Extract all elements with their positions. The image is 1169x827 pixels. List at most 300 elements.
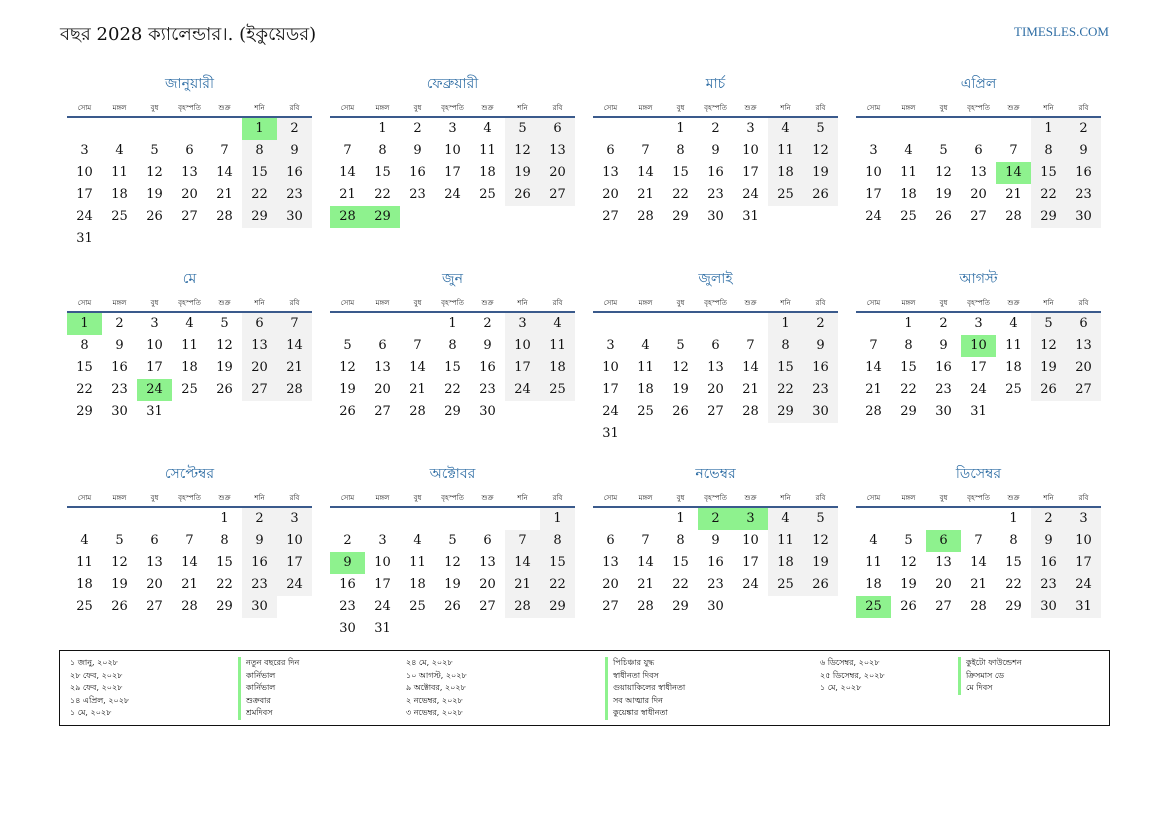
day-cell: 2 xyxy=(711,121,720,136)
day-cell: 25 xyxy=(479,187,496,202)
day-cell: 23 xyxy=(1031,574,1066,596)
day-cell: 1 xyxy=(220,511,229,526)
day-cell: 19 xyxy=(900,577,917,592)
holiday-dates-column xyxy=(820,657,885,695)
empty-cell xyxy=(172,508,207,530)
day-cell: 26 xyxy=(111,599,128,614)
empty-cell xyxy=(961,118,996,140)
weekday-label: সোম xyxy=(77,494,92,502)
empty-cell xyxy=(891,118,926,140)
day-cell: 14 xyxy=(409,360,426,375)
day-cell: 2 xyxy=(483,316,492,331)
day-cell: 10 xyxy=(742,533,759,548)
day-cell: 19 xyxy=(935,187,952,202)
weekday-label: মঙ্গল xyxy=(112,104,127,112)
day-cell: 10 xyxy=(277,530,312,552)
weekday-label: বৃহস্পতি xyxy=(441,104,464,112)
weekday-label: বৃহস্পতি xyxy=(441,299,464,307)
day-cell: 26 xyxy=(146,209,163,224)
holiday-name: কুইটো ফাউন্ডেশন xyxy=(958,657,1022,670)
day-cell: 15 xyxy=(1005,555,1022,570)
day-cell: 2 xyxy=(803,313,838,335)
weekday-label: শুক্র xyxy=(744,299,757,307)
weekday-label: মঙ্গল xyxy=(901,299,916,307)
empty-cell xyxy=(365,313,400,335)
day-cell: 28 xyxy=(505,596,540,618)
weekday-label: বুধ xyxy=(150,494,159,502)
day-grid xyxy=(856,508,1101,618)
day-cell: 18 xyxy=(181,360,198,375)
day-cell: 27 xyxy=(181,209,198,224)
day-cell: 26 xyxy=(339,404,356,419)
empty-cell xyxy=(856,313,891,335)
day-cell: 29 xyxy=(1005,599,1022,614)
month-name: জুলাই xyxy=(698,271,733,287)
day-cell: 24 xyxy=(1066,574,1101,596)
day-cell: 22 xyxy=(216,577,233,592)
day-cell: 10 xyxy=(76,165,93,180)
weekday-header xyxy=(856,492,1101,508)
holiday-day-cell: 24 xyxy=(137,379,172,401)
month-name: মার্চ xyxy=(705,76,726,92)
day-cell: 24 xyxy=(742,187,759,202)
holiday-names-column xyxy=(605,657,685,720)
holiday-day-cell: 29 xyxy=(365,206,400,228)
weekday-label: বুধ xyxy=(413,299,422,307)
day-cell: 19 xyxy=(505,162,540,184)
weekday-label: শনি xyxy=(254,299,265,307)
day-cell: 24 xyxy=(277,574,312,596)
day-cell: 5 xyxy=(505,118,540,140)
month-calendar xyxy=(67,75,312,270)
day-cell: 8 xyxy=(378,143,387,158)
day-cell: 27 xyxy=(602,209,619,224)
day-cell: 15 xyxy=(672,555,689,570)
day-cell: 11 xyxy=(181,338,198,353)
empty-cell xyxy=(961,508,996,530)
day-cell: 8 xyxy=(448,338,457,353)
weekday-header xyxy=(593,492,838,508)
day-cell: 24 xyxy=(76,209,93,224)
day-cell: 15 xyxy=(216,555,233,570)
weekday-label: শনি xyxy=(780,494,791,502)
day-cell: 28 xyxy=(181,599,198,614)
day-cell: 11 xyxy=(479,143,496,158)
day-cell: 25 xyxy=(900,209,917,224)
empty-cell xyxy=(67,118,102,140)
day-cell: 31 xyxy=(1066,596,1101,618)
month-calendar xyxy=(67,270,312,465)
day-grid xyxy=(330,313,575,423)
day-cell: 23 xyxy=(707,577,724,592)
day-grid xyxy=(593,118,838,228)
weekday-label: রবি xyxy=(289,299,300,307)
day-cell: 17 xyxy=(146,360,163,375)
holiday-day-cell: 1 xyxy=(67,313,102,335)
day-cell: 1 xyxy=(676,511,685,526)
weekday-header xyxy=(67,492,312,508)
day-cell: 22 xyxy=(1005,577,1022,592)
day-cell: 30 xyxy=(277,206,312,228)
day-cell: 27 xyxy=(540,184,575,206)
day-cell: 12 xyxy=(216,338,233,353)
day-cell: 22 xyxy=(374,187,391,202)
day-cell: 6 xyxy=(974,143,983,158)
day-cell: 17 xyxy=(505,357,540,379)
day-cell: 26 xyxy=(216,382,233,397)
day-cell: 24 xyxy=(444,187,461,202)
day-cell: 11 xyxy=(1005,338,1022,353)
day-cell: 7 xyxy=(641,533,650,548)
day-cell: 20 xyxy=(479,577,496,592)
empty-cell xyxy=(593,118,628,140)
day-cell: 2 xyxy=(1031,508,1066,530)
day-cell: 24 xyxy=(865,209,882,224)
day-cell: 11 xyxy=(637,360,654,375)
day-cell: 26 xyxy=(444,599,461,614)
weekday-header xyxy=(593,297,838,313)
holiday-day-cell: 1 xyxy=(242,118,277,140)
day-cell: 11 xyxy=(76,555,93,570)
day-cell: 9 xyxy=(483,338,492,353)
weekday-label: বৃহস্পতি xyxy=(178,494,201,502)
weekday-label: বুধ xyxy=(939,494,948,502)
day-cell: 11 xyxy=(900,165,917,180)
day-cell: 20 xyxy=(935,577,952,592)
weekday-label: শুক্র xyxy=(481,299,494,307)
day-cell: 27 xyxy=(374,404,391,419)
day-cell: 21 xyxy=(742,382,759,397)
day-cell: 17 xyxy=(742,165,759,180)
holiday-names-column xyxy=(958,657,1022,695)
day-cell: 21 xyxy=(216,187,233,202)
day-cell: 3 xyxy=(505,313,540,335)
day-cell: 30 xyxy=(339,621,356,636)
day-cell: 8 xyxy=(1009,533,1018,548)
day-cell: 9 xyxy=(242,530,277,552)
holiday-date: ২৯ ফেব, ২০২৮ xyxy=(70,683,123,692)
month-name: জানুয়ারী xyxy=(165,76,214,92)
day-cell: 22 xyxy=(672,187,689,202)
day-cell: 12 xyxy=(672,360,689,375)
day-cell: 19 xyxy=(803,162,838,184)
weekday-header xyxy=(67,297,312,313)
day-cell: 21 xyxy=(409,382,426,397)
day-cell: 8 xyxy=(676,533,685,548)
month-name: নভেম্বর xyxy=(695,466,736,482)
day-cell: 6 xyxy=(150,533,159,548)
day-cell: 9 xyxy=(277,140,312,162)
weekday-label: বৃহস্পতি xyxy=(704,299,727,307)
day-cell: 27 xyxy=(1066,379,1101,401)
day-cell: 13 xyxy=(1066,335,1101,357)
weekday-label: শুক্র xyxy=(481,104,494,112)
day-cell: 18 xyxy=(900,187,917,202)
day-cell: 31 xyxy=(742,209,759,224)
day-cell: 12 xyxy=(505,140,540,162)
day-cell: 17 xyxy=(444,165,461,180)
weekday-label: শুক্র xyxy=(481,494,494,502)
month-name: মে xyxy=(182,271,197,287)
holiday-date: ১৪ এপ্রিল, ২০২৮ xyxy=(70,695,130,705)
weekday-label: শুক্র xyxy=(1007,104,1020,112)
weekday-label: রবি xyxy=(289,494,300,502)
holiday-day-cell: 3 xyxy=(733,508,768,530)
weekday-label: মঙ্গল xyxy=(901,494,916,502)
weekday-label: মঙ্গল xyxy=(901,104,916,112)
weekday-header xyxy=(593,102,838,118)
day-cell: 23 xyxy=(339,599,356,614)
day-cell: 3 xyxy=(746,121,755,136)
day-cell: 5 xyxy=(220,316,229,331)
day-cell: 8 xyxy=(904,338,913,353)
day-cell: 4 xyxy=(768,118,803,140)
holiday-date: ৯ অক্টোবর, ২০২৮ xyxy=(406,683,466,692)
weekday-label: সোম xyxy=(603,494,618,502)
day-cell: 10 xyxy=(505,335,540,357)
empty-cell xyxy=(137,508,172,530)
day-cell: 9 xyxy=(711,533,720,548)
day-cell: 10 xyxy=(444,143,461,158)
empty-cell xyxy=(365,508,400,530)
holiday-name: কুয়েঙ্কার স্বাধীনতা xyxy=(605,707,685,720)
day-cell: 1 xyxy=(540,508,575,530)
empty-cell xyxy=(102,508,137,530)
day-cell: 14 xyxy=(505,552,540,574)
weekday-label: রবি xyxy=(815,494,826,502)
day-cell: 22 xyxy=(242,184,277,206)
day-cell: 22 xyxy=(768,379,803,401)
day-cell: 6 xyxy=(711,338,720,353)
holiday-day-cell: 2 xyxy=(698,508,733,530)
month-name: ফেব্রুয়ারী xyxy=(426,76,479,92)
weekday-label: শনি xyxy=(780,299,791,307)
day-cell: 26 xyxy=(672,404,689,419)
day-cell: 28 xyxy=(216,209,233,224)
holiday-name: ক্রিসমাস ডে xyxy=(958,670,1022,683)
day-cell: 11 xyxy=(409,555,426,570)
empty-cell xyxy=(330,118,365,140)
day-cell: 19 xyxy=(803,552,838,574)
day-cell: 20 xyxy=(374,382,391,397)
day-cell: 20 xyxy=(146,577,163,592)
day-cell: 3 xyxy=(277,508,312,530)
day-cell: 31 xyxy=(76,231,93,246)
day-cell: 3 xyxy=(974,316,983,331)
day-cell: 3 xyxy=(1066,508,1101,530)
weekday-label: রবি xyxy=(815,104,826,112)
weekday-label: বুধ xyxy=(150,299,159,307)
holiday-date: ৬ ডিসেম্বর, ২০২৮ xyxy=(820,658,880,667)
empty-cell xyxy=(330,313,365,335)
day-cell: 18 xyxy=(76,577,93,592)
day-cell: 25 xyxy=(181,382,198,397)
holiday-date: ১ মে, ২০২৮ xyxy=(70,708,112,717)
day-grid xyxy=(856,118,1101,228)
day-cell: 7 xyxy=(277,313,312,335)
day-cell: 29 xyxy=(672,599,689,614)
day-cell: 29 xyxy=(672,209,689,224)
holiday-name: পিচিঞ্চার যুদ্ধ xyxy=(605,657,685,670)
day-cell: 26 xyxy=(935,209,952,224)
day-cell: 17 xyxy=(602,382,619,397)
empty-cell xyxy=(628,313,663,335)
month-calendar xyxy=(330,465,575,660)
day-cell: 14 xyxy=(637,555,654,570)
weekday-label: বুধ xyxy=(676,299,685,307)
day-cell: 3 xyxy=(869,143,878,158)
day-grid xyxy=(330,508,575,640)
day-grid xyxy=(67,118,312,250)
day-cell: 26 xyxy=(1031,379,1066,401)
day-cell: 6 xyxy=(606,143,615,158)
day-cell: 9 xyxy=(939,338,948,353)
month-calendar xyxy=(330,270,575,465)
empty-cell xyxy=(733,313,768,335)
weekday-label: রবি xyxy=(1078,299,1089,307)
day-cell: 22 xyxy=(1031,184,1066,206)
month-name: আগস্ট xyxy=(959,271,998,287)
empty-cell xyxy=(470,508,505,530)
empty-cell xyxy=(172,118,207,140)
day-cell: 22 xyxy=(444,382,461,397)
day-cell: 23 xyxy=(277,184,312,206)
day-cell: 11 xyxy=(865,555,882,570)
holiday-date: ৩ নভেম্বর, ২০২৮ xyxy=(406,708,463,717)
day-cell: 19 xyxy=(146,187,163,202)
day-cell: 23 xyxy=(242,574,277,596)
holiday-date: ২৪ মে, ২০২৮ xyxy=(406,658,453,667)
day-cell: 20 xyxy=(540,162,575,184)
day-cell: 24 xyxy=(374,599,391,614)
empty-cell xyxy=(856,118,891,140)
day-cell: 7 xyxy=(413,338,422,353)
month-calendar xyxy=(856,465,1101,660)
month-calendar xyxy=(856,75,1101,270)
weekday-label: মঙ্গল xyxy=(112,299,127,307)
day-cell: 14 xyxy=(637,165,654,180)
day-cell: 17 xyxy=(1066,552,1101,574)
day-cell: 17 xyxy=(76,187,93,202)
weekday-label: শুক্র xyxy=(744,104,757,112)
day-cell: 12 xyxy=(444,555,461,570)
holiday-day-cell: 6 xyxy=(926,530,961,552)
weekday-label: শনি xyxy=(254,494,265,502)
day-cell: 26 xyxy=(505,184,540,206)
day-cell: 16 xyxy=(339,577,356,592)
day-cell: 7 xyxy=(220,143,229,158)
holiday-date: ১ জানু, ২০২৮ xyxy=(70,658,118,667)
day-cell: 6 xyxy=(483,533,492,548)
day-cell: 16 xyxy=(707,555,724,570)
day-cell: 24 xyxy=(505,379,540,401)
weekday-header xyxy=(856,102,1101,118)
day-cell: 13 xyxy=(242,335,277,357)
empty-cell xyxy=(628,508,663,530)
holiday-date: ২৫ ডিসেম্বর, ২০২৮ xyxy=(820,670,885,680)
day-cell: 7 xyxy=(974,533,983,548)
day-cell: 16 xyxy=(277,162,312,184)
day-cell: 24 xyxy=(970,382,987,397)
day-cell: 7 xyxy=(505,530,540,552)
day-cell: 4 xyxy=(1009,316,1018,331)
holiday-name: কার্নিভাল xyxy=(238,682,299,695)
day-cell: 29 xyxy=(242,206,277,228)
weekday-label: রবি xyxy=(1078,104,1089,112)
day-cell: 15 xyxy=(444,360,461,375)
weekday-label: রবি xyxy=(1078,494,1089,502)
day-cell: 18 xyxy=(865,577,882,592)
holiday-name: কার্নিভাল xyxy=(238,670,299,683)
day-cell: 21 xyxy=(637,577,654,592)
day-cell: 27 xyxy=(970,209,987,224)
day-cell: 31 xyxy=(146,404,163,419)
day-cell: 12 xyxy=(803,530,838,552)
holiday-list xyxy=(59,650,1110,726)
empty-cell xyxy=(435,508,470,530)
holiday-day-cell: 25 xyxy=(856,596,891,618)
weekday-label: শনি xyxy=(254,104,265,112)
day-cell: 9 xyxy=(1066,140,1101,162)
day-cell: 24 xyxy=(742,577,759,592)
day-cell: 25 xyxy=(76,599,93,614)
site-link[interactable]: TIMESLES.COM xyxy=(1014,24,1109,39)
weekday-label: বৃহস্পতি xyxy=(178,104,201,112)
month-name: সেপ্টেম্বর xyxy=(164,466,215,482)
day-cell: 27 xyxy=(479,599,496,614)
weekday-label: রবি xyxy=(552,494,563,502)
day-cell: 15 xyxy=(900,360,917,375)
day-cell: 5 xyxy=(150,143,159,158)
day-cell: 28 xyxy=(865,404,882,419)
weekday-label: সোম xyxy=(866,494,881,502)
day-cell: 23 xyxy=(935,382,952,397)
day-cell: 2 xyxy=(242,508,277,530)
day-cell: 17 xyxy=(277,552,312,574)
day-cell: 18 xyxy=(768,552,803,574)
weekday-label: বৃহস্পতি xyxy=(704,494,727,502)
day-cell: 18 xyxy=(637,382,654,397)
day-cell: 17 xyxy=(742,555,759,570)
day-cell: 4 xyxy=(185,316,194,331)
day-cell: 23 xyxy=(111,382,128,397)
day-cell: 4 xyxy=(80,533,89,548)
day-cell: 4 xyxy=(115,143,124,158)
holiday-name: সব আত্মার দিন xyxy=(605,695,685,708)
weekday-label: শনি xyxy=(517,104,528,112)
day-cell: 30 xyxy=(111,404,128,419)
day-cell: 14 xyxy=(742,360,759,375)
day-grid xyxy=(593,313,838,445)
day-cell: 10 xyxy=(1066,530,1101,552)
day-cell: 5 xyxy=(803,118,838,140)
day-cell: 13 xyxy=(707,360,724,375)
day-cell: 28 xyxy=(970,599,987,614)
weekday-label: শনি xyxy=(517,494,528,502)
day-cell: 6 xyxy=(378,338,387,353)
day-cell: 20 xyxy=(1066,357,1101,379)
month-calendar xyxy=(67,465,312,660)
holiday-day-cell: 10 xyxy=(961,335,996,357)
day-cell: 4 xyxy=(540,313,575,335)
day-cell: 17 xyxy=(374,577,391,592)
weekday-label: বৃহস্পতি xyxy=(967,494,990,502)
day-grid xyxy=(67,313,312,423)
weekday-label: বুধ xyxy=(939,299,948,307)
day-cell: 6 xyxy=(242,313,277,335)
weekday-label: মঙ্গল xyxy=(375,299,390,307)
day-cell: 23 xyxy=(1066,184,1101,206)
